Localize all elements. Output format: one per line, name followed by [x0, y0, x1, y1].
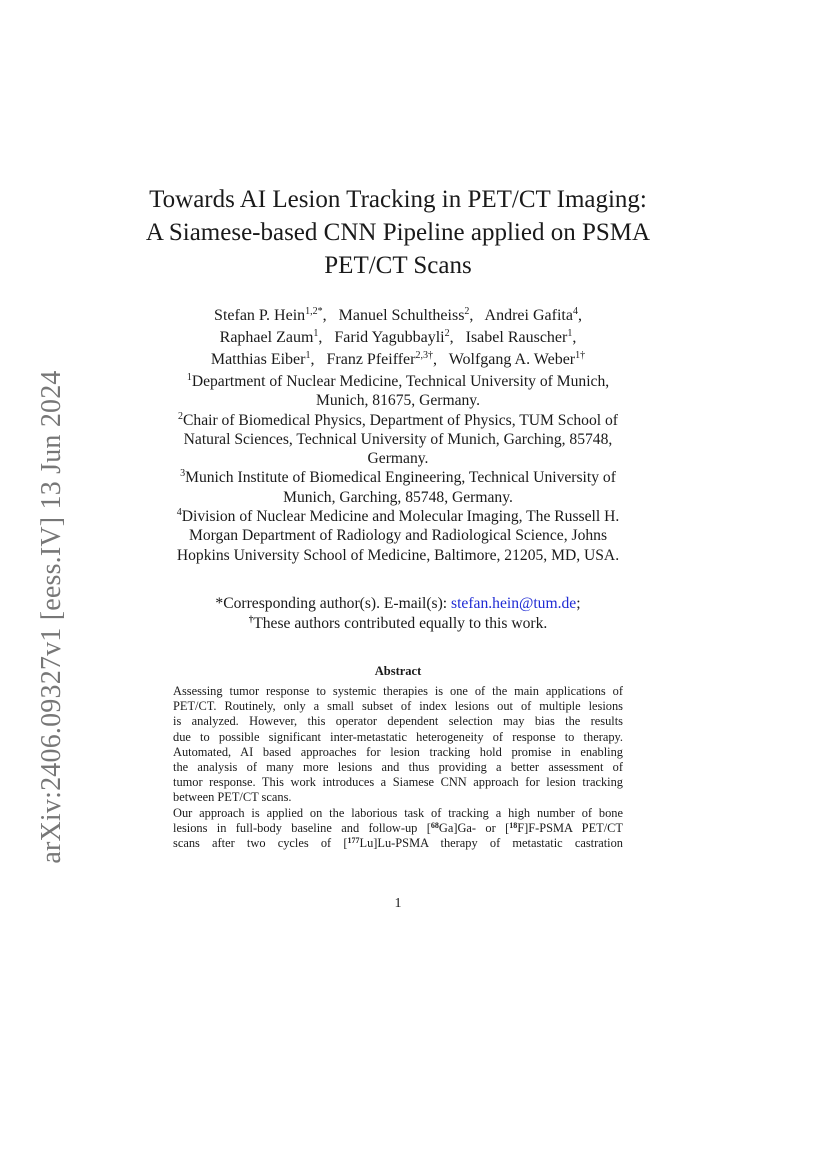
author: Farid Yagubbayli$^2$, — [334, 328, 454, 346]
abstract-line: between PET/CT scans. — [173, 790, 292, 805]
abstract-line: PET/CT. Routinely, only a small subset of index lesions out of multiple lesions — [173, 699, 623, 714]
author-name: Stefan P. Hein — [214, 307, 306, 324]
paper-title — [100, 183, 696, 282]
author-list — [120, 305, 676, 371]
abstract-line — [173, 836, 623, 851]
abstract-line: Assessing tumor response to systemic therapies is one of the main applications of — [173, 684, 623, 698]
title-line: PET/CT Scans — [324, 252, 472, 279]
author-affiliation-mark: 1† — [575, 350, 586, 361]
author-affiliation-mark: 2,3† — [415, 350, 433, 361]
abstract-text: scans after two cycles of [ — [173, 836, 348, 851]
affiliation-line: Munich, 81675, Germany. — [316, 392, 480, 410]
author-affiliation-mark: 1,2* — [305, 306, 323, 317]
equal-contribution-line — [150, 614, 646, 634]
author-name: Raphael Zaum — [219, 329, 314, 346]
correspondence-block — [150, 594, 646, 634]
author-affiliation-mark: 2 — [444, 328, 450, 339]
affiliation-text: Chair of Biomedical Physics, Department of Physics, TUM School of — [183, 411, 618, 429]
author-affiliation-mark: 1 — [567, 328, 573, 339]
abstract-text: lesions in full-body baseline and follow-up [ — [173, 820, 431, 835]
author-name: Wolfgang A. Weber — [448, 351, 576, 368]
abstract-body — [173, 684, 623, 851]
affiliation-text: Division of Nuclear Medicine and Molecular Imaging, The Russell H. — [181, 508, 620, 526]
author — [449, 351, 585, 368]
abstract-line: Automated, AI based approaches for lesion tracking hold promise in enabling — [173, 744, 623, 759]
author-affiliation-mark: 1 — [313, 328, 319, 339]
affiliation-line — [150, 507, 646, 526]
abstract-heading: Abstract — [374, 664, 422, 678]
author-line — [120, 349, 676, 371]
author-name: Matthias Eiber — [210, 351, 306, 368]
author: Matthias Eiber$^1$, — [210, 350, 315, 368]
dagger-mark: † — [248, 614, 254, 624]
author-name: Manuel Schultheiss — [338, 307, 465, 324]
isotope-mass-number: 68 — [430, 820, 439, 830]
affiliation-line: Natural Sciences, Technical University of Munich, Garching, 85748, — [183, 430, 613, 448]
abstract-line: is analyzed. However, this operator dependent selection may bias the results — [173, 714, 623, 729]
abstract-line — [173, 821, 623, 836]
corresponding-author-suffix: ; — [576, 595, 581, 612]
author: Franz Pfeiffer$^{2,3\dagger}$, — [326, 350, 437, 368]
title-line: Towards AI Lesion Tracking in PET/CT Imaging: — [149, 186, 647, 213]
author-name: Andrei Gafita — [484, 307, 573, 324]
affiliation — [150, 507, 646, 565]
affiliation-number: 1 — [186, 372, 192, 383]
arxiv-identifier: arXiv:2406.09327v1 [eess.IV] 13 Jun 2024 — [36, 370, 67, 864]
corresponding-author-prefix: *Corresponding author(s). E-mail(s): — [215, 595, 452, 612]
author-affiliation-mark: 2 — [464, 306, 470, 317]
affiliation-list — [150, 372, 646, 565]
affiliation-number: 3 — [180, 468, 186, 480]
affiliation-line: Germany. — [367, 450, 429, 468]
affiliation-text: Department of Nuclear Medicine, Technical University of Munich, — [191, 373, 610, 390]
author-affiliation-mark: 4 — [572, 306, 578, 317]
author-affiliation-mark: 1 — [305, 350, 311, 361]
author: Andrei Gafita$^4$, — [484, 306, 582, 324]
author: Manuel Schultheiss$^2$, — [338, 306, 474, 324]
isotope-mass-number: 18 — [509, 820, 518, 830]
affiliation-line: Munich, Garching, 85748, Germany. — [283, 488, 513, 506]
affiliation — [150, 411, 646, 469]
isotope-mass-number: 177 — [347, 836, 360, 846]
affiliation — [150, 468, 646, 507]
title-line: A Siamese-based CNN Pipeline applied on PSMA — [145, 219, 651, 246]
author-name: Isabel Rauscher — [465, 329, 568, 346]
abstract-text: Lu]Lu-PSMA therapy of metastatic castration — [359, 836, 623, 851]
equal-contribution-text: These authors contributed equally to this work. — [253, 615, 548, 632]
affiliation-line: Morgan Department of Radiology and Radiological Science, Johns — [188, 527, 608, 545]
abstract-text: F]F-PSMA PET/CT — [517, 820, 623, 835]
author-line — [120, 305, 676, 327]
abstract-line: due to possible significant inter-metastatic heterogeneity of response to therapy. — [173, 729, 623, 744]
author: Raphael Zaum$^1$, — [219, 328, 323, 346]
author-name: Franz Pfeiffer — [326, 351, 416, 368]
abstract-line: tumor response. This work introduces a Siamese CNN approach for lesion tracking — [173, 775, 623, 790]
affiliation-number: 2 — [178, 410, 183, 422]
author-name: Farid Yagubbayli — [334, 329, 445, 346]
corresponding-author-line — [150, 594, 646, 614]
author: Stefan P. Hein$^{1,2*}$, — [214, 306, 327, 324]
abstract-text: Ga]Ga- or [ — [438, 820, 510, 835]
affiliation-line: Hopkins University School of Medicine, Baltimore, 21205, MD, USA. — [176, 546, 620, 564]
affiliation-line — [150, 372, 646, 391]
abstract-line: the analysis of many more lesions and thus providing a better assessment of — [173, 760, 623, 775]
page-number: 1 — [394, 896, 402, 911]
affiliation-text: Munich Institute of Biomedical Engineering, Technical University of — [185, 469, 616, 487]
author-line — [120, 327, 676, 349]
author: Isabel Rauscher$^1$, — [465, 328, 577, 346]
email-link[interactable]: stefan.hein@tum.de — [451, 595, 577, 612]
affiliation-line — [150, 411, 646, 430]
affiliation-line — [150, 468, 646, 487]
affiliation-number: 4 — [176, 507, 182, 519]
abstract-line: Our approach is applied on the laborious task of tracking a high number of bone — [173, 805, 623, 820]
affiliation — [150, 372, 646, 411]
